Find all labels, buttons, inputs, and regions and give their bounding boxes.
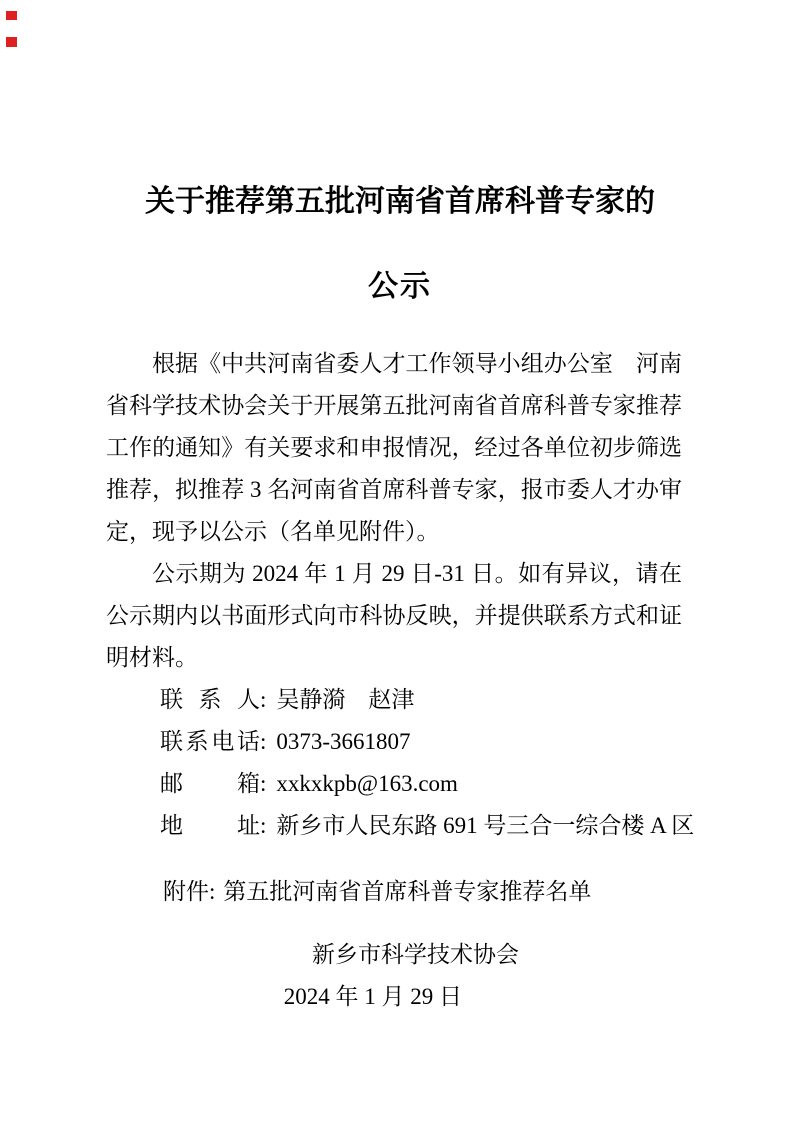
title-line-2: 公示 (368, 270, 432, 303)
attachment-colon: : (209, 879, 216, 904)
contact-phone-row (160, 721, 682, 763)
document-title (0, 182, 800, 307)
contact-person-value: 吴静漪 赵津 (276, 687, 415, 712)
paragraph-publicity-period: 公示期为 2024 年 1 月 29 日-31 日。如有异议，请在公示期内以书面形式向市科协反映，并提供联系方式和证明材料。 (106, 561, 682, 670)
contact-email-colon: : (260, 771, 267, 796)
signature-organization: 新乡市科学技术协会 (312, 942, 519, 967)
contact-email-value: xxkxkpb@163.com (276, 771, 458, 796)
attachment-value: 第五批河南省首席科普专家推荐名单 (223, 879, 592, 904)
contact-person-row (160, 679, 682, 721)
signature-date: 2024 年 1 月 29 日 (283, 984, 462, 1009)
paragraph-basis: 根据《中共河南省委人才工作领导小组办公室 河南省科学技术协会关于开展第五批河南省首席科普专家推荐工作的通知》有关要求和申报情况，经过各单位初步筛选推荐，拟推荐 3 名河南省首席科普专家，报市委人才办审定，现予以公示（名单见附件）。 (106, 351, 682, 544)
contact-email-row (160, 763, 682, 805)
contact-person-label: 联系人 (160, 687, 260, 712)
title-line-1: 关于推荐第五批河南省首席科普专家的 (145, 185, 655, 218)
contact-address-value: 新乡市人民东路 691 号三合一综合楼 A 区 (276, 813, 695, 838)
attachment-label: 附件 (163, 879, 209, 904)
attachment-row (163, 871, 682, 913)
contact-person-colon: : (260, 687, 267, 712)
red-artifact-mark-top (6, 11, 17, 20)
contact-address-colon: : (260, 813, 267, 838)
contact-address-label: 地址 (160, 813, 260, 838)
contact-phone-label: 联系电话 (160, 729, 260, 754)
contact-phone-colon: : (260, 729, 267, 754)
document-body (0, 343, 800, 1018)
contact-phone-value: 0373-3661807 (276, 729, 411, 754)
red-artifact-mark-bottom (6, 37, 17, 47)
contact-email-label: 邮箱 (160, 771, 260, 796)
contact-address-row (160, 805, 695, 847)
